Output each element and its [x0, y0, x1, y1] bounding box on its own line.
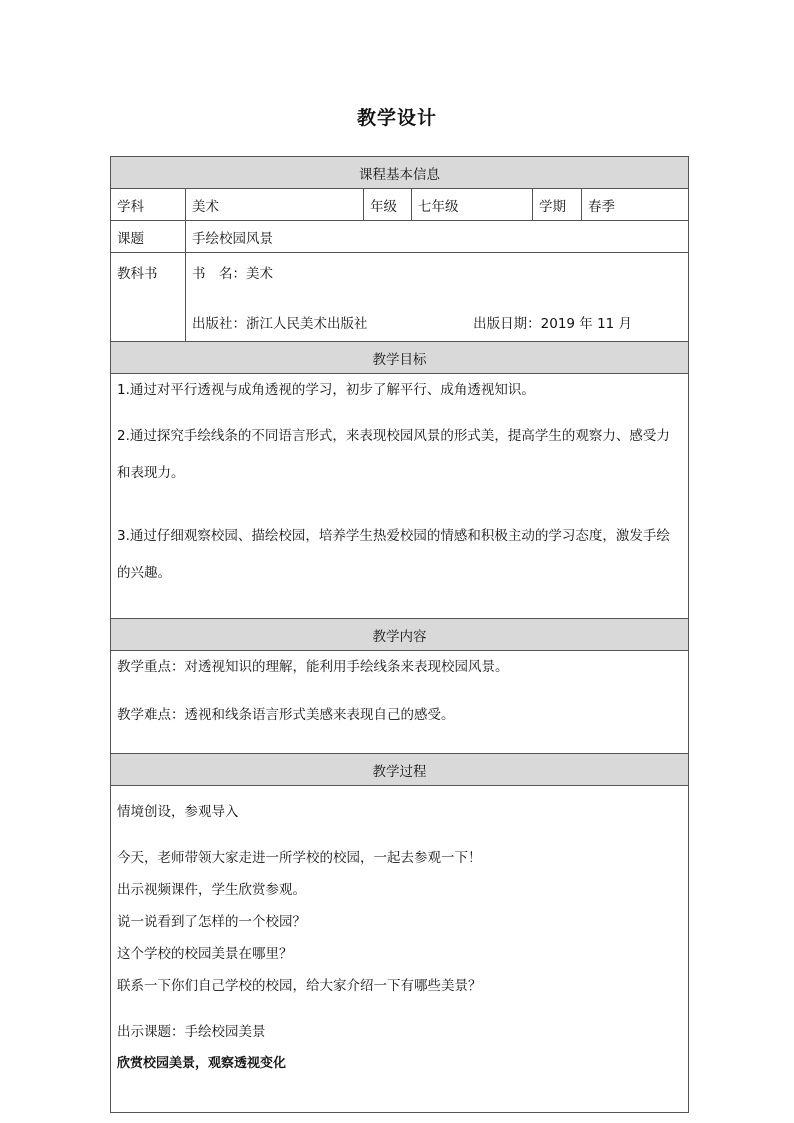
process-header: 教学过程 — [111, 754, 689, 786]
goals-cell — [111, 374, 689, 619]
process-line: 这个学校的校园美景在哪里？ — [117, 946, 293, 962]
process-cell — [111, 786, 689, 1113]
topic-row — [111, 221, 689, 253]
key-point: 教学重点：对透视知识的理解，能利用手绘线条来表现校园风景。 — [117, 659, 509, 675]
show-topic: 出示课题：手绘校园美景 — [117, 1024, 266, 1040]
goals-header-row — [111, 342, 689, 374]
book-name: 书 名：美术 — [192, 266, 273, 282]
page-title: 教学设计 — [356, 107, 437, 129]
content-row — [111, 651, 689, 754]
textbook-label: 教科书 — [111, 253, 186, 342]
goal-item: 3.通过仔细观察校园、描绘校园，培养学生热爱校园的情感和积极主动的学习态度，激发手绘的兴趣。 — [117, 528, 670, 581]
basic-info-header: 课程基本信息 — [111, 157, 689, 189]
content-header: 教学内容 — [111, 619, 689, 651]
lesson-plan-table — [110, 156, 689, 1113]
process-line: 今天，老师带领大家走进一所学校的校园，一起去参观一下！ — [117, 850, 482, 866]
publisher: 出版社：浙江人民美术出版社 — [192, 316, 368, 332]
term-label: 学期 — [533, 189, 582, 221]
basic-info-header-row — [111, 157, 689, 189]
topic-label: 课题 — [111, 221, 186, 253]
topic-value: 手绘校园风景 — [186, 221, 689, 253]
bold-line: 欣赏校园美景，观察透视变化 — [117, 1056, 287, 1071]
subject-row — [111, 189, 689, 221]
process-step: 情境创设，参观导入 — [117, 804, 239, 820]
textbook-details — [186, 253, 689, 342]
difficulty: 教学难点：透视和线条语言形式美感来表现自己的感受。 — [117, 707, 455, 723]
goal-item: 2.通过探究手绘线条的不同语言形式，来表现校园风景的形式美，提高学生的观察力、感受力和表现力。 — [117, 428, 670, 481]
process-header-row — [111, 754, 689, 786]
textbook-row — [111, 253, 689, 342]
process-line: 联系一下你们自己学校的校园，给大家介绍一下有哪些美景？ — [117, 978, 482, 994]
content-cell — [111, 651, 689, 754]
goals-header: 教学目标 — [111, 342, 689, 374]
process-line: 出示视频课件，学生欣赏参观。 — [117, 882, 306, 898]
grade-label: 年级 — [364, 189, 412, 221]
publish-date: 出版日期：2019 年 11 月 — [473, 316, 633, 332]
grade-value: 七年级 — [412, 189, 533, 221]
content-header-row — [111, 619, 689, 651]
subject-value: 美术 — [186, 189, 364, 221]
term-value: 春季 — [582, 189, 689, 221]
goal-item: 1.通过对平行透视与成角透视的学习，初步了解平行、成角透视知识。 — [117, 382, 535, 398]
process-row — [111, 786, 689, 1113]
publisher-line — [192, 312, 682, 332]
goals-row — [111, 374, 689, 619]
process-line: 说一说看到了怎样的一个校园？ — [117, 914, 306, 930]
subject-label: 学科 — [111, 189, 186, 221]
